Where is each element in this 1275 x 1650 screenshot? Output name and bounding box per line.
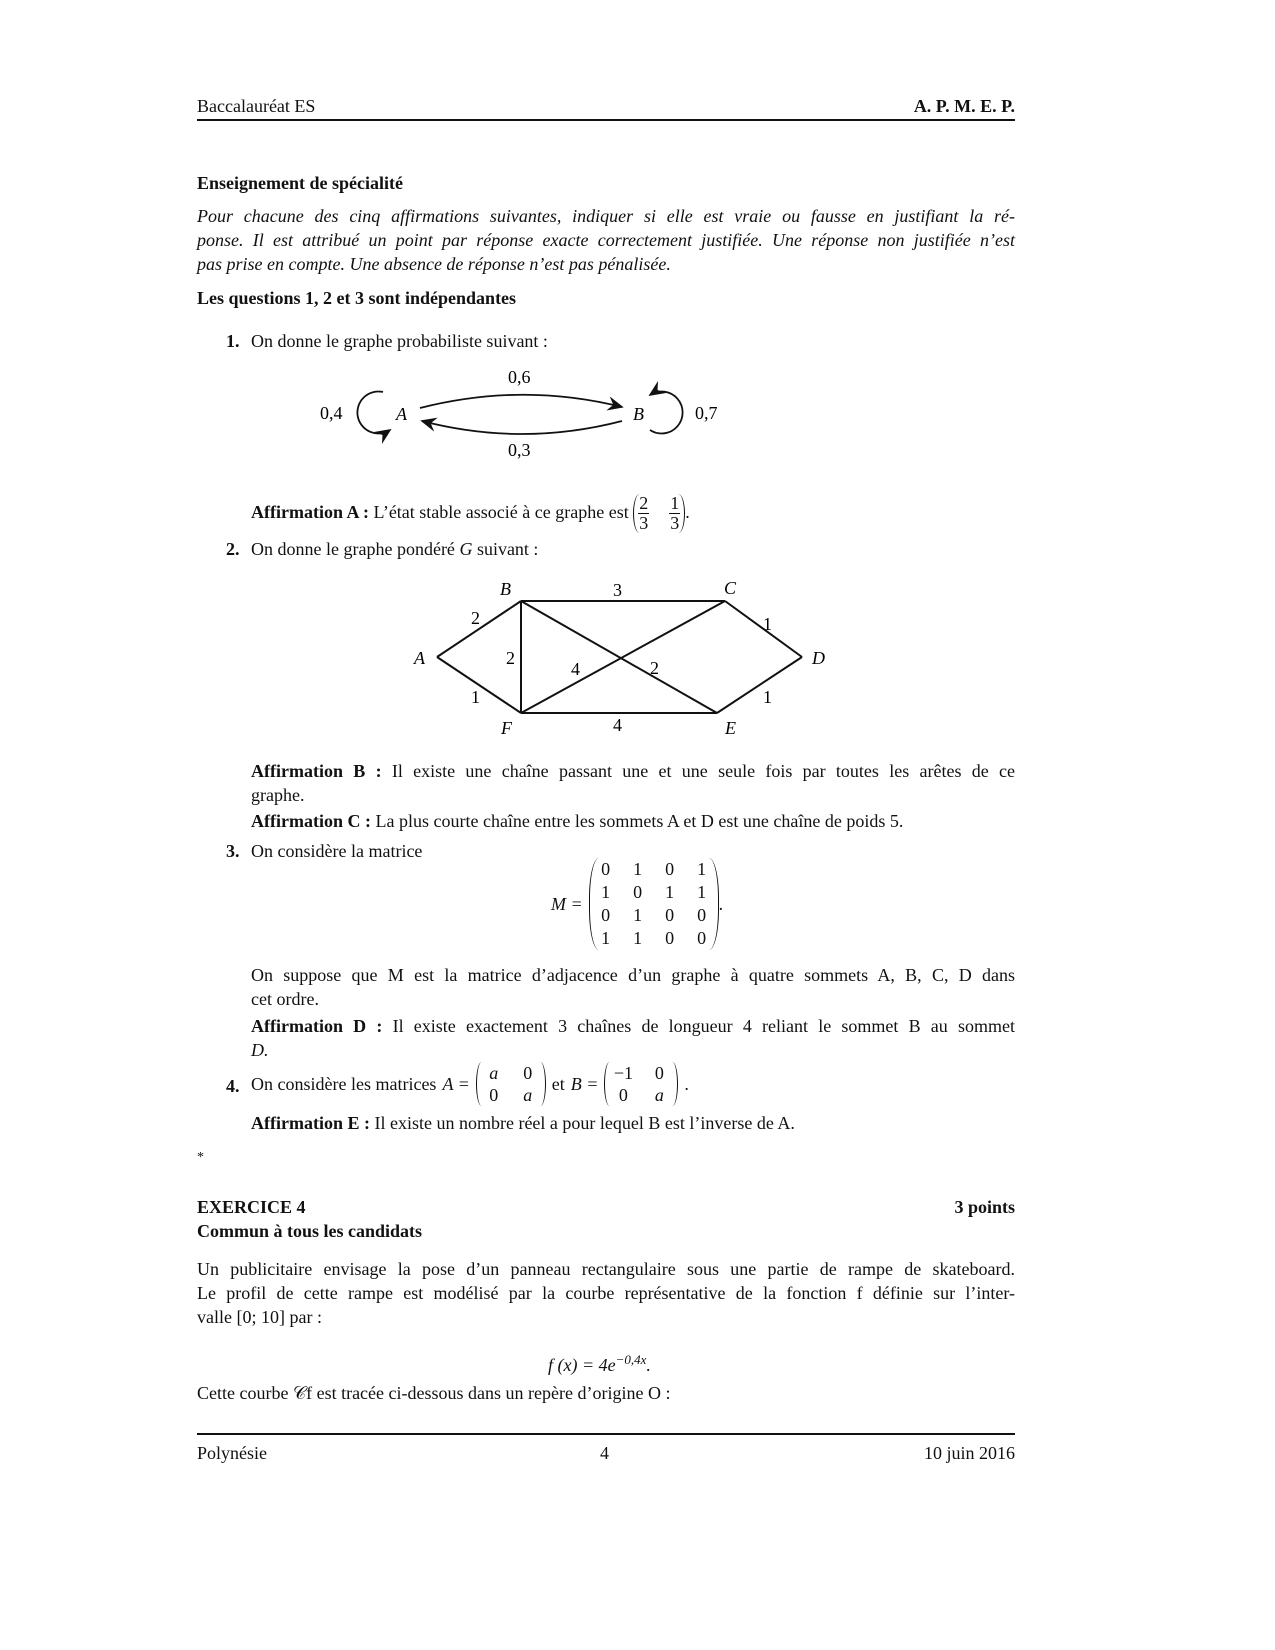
weight-ba: 0,3 xyxy=(508,440,531,460)
weight-af: 1 xyxy=(471,687,480,707)
affirmation-c: Affirmation C : La plus courte chaîne entre les sommets A et D est une chaîne de poids 5. xyxy=(251,811,904,831)
affirmation-b: Affirmation B : Il existe une chaîne passant une et une seule fois par toutes les arêtes de ce graphe. xyxy=(251,761,1015,805)
exercise-paragraph: Un publicitaire envisage la pose d’un panneau rectangulaire sous une partie de rampe de skateboard. Le profil de cette rampe est modélisé par la courbe représentative de la fonction f définie sur l’inter- valle [0; 10] par : xyxy=(197,1259,1015,1327)
curve-text: Cette courbe 𝒞f est tracée ci-dessous dans un repère d’origine O : xyxy=(197,1383,671,1403)
matrix-cell: 0 xyxy=(618,1085,628,1105)
weighted-graph xyxy=(0,560,1275,750)
separator: * xyxy=(197,1150,204,1165)
matrix-cell: 1 xyxy=(601,928,611,948)
stable-state-vector: $\frac{2}{3}$ $\frac{1}{3}$ xyxy=(633,494,685,533)
weight-be: 2 xyxy=(650,658,659,678)
affirmation-d: Affirmation D : Il existe exactement 3 chaînes de longueur 4 reliant le sommet B au sommet D. xyxy=(251,1016,1015,1060)
label: Affirmation A : xyxy=(251,502,369,522)
node-b: B xyxy=(633,404,644,424)
node-f: F xyxy=(501,718,512,738)
footer-page: 4 xyxy=(600,1443,609,1463)
footer-left: Polynésie xyxy=(197,1443,267,1463)
probabilistic-graph xyxy=(0,0,1275,480)
matrix-b xyxy=(604,1062,678,1106)
matrix-cell: a xyxy=(654,1085,664,1105)
affirmation-a: Affirmation A : L’état stable associé à ce graphe est $\frac{2}{3}$ $\frac{1}{3}$ . xyxy=(251,493,690,534)
exercise-points: 3 points xyxy=(954,1197,1015,1217)
matrix-cell: 0 xyxy=(654,1063,664,1083)
weight-ed: 1 xyxy=(763,687,772,707)
matrix-cell: 0 xyxy=(697,928,707,948)
matrix-cell: 1 xyxy=(697,882,707,902)
matrix-cell: 1 xyxy=(601,882,611,902)
line: pas prise en compte. Une absence de réponse n’est pas pénalisée. xyxy=(197,254,671,274)
node-b: B xyxy=(500,579,511,599)
matrix-cell: 0 xyxy=(697,905,707,925)
loop-a xyxy=(357,391,390,433)
header-left: Baccalauréat ES xyxy=(197,96,316,116)
matrix-cell: −1 xyxy=(613,1063,633,1083)
matrix-cell: 1 xyxy=(633,928,643,948)
weight-bf: 2 xyxy=(506,648,515,668)
node-e: E xyxy=(725,718,736,738)
matrix-m: M = 0 1 0 1 1 0 1 1 0 1 0 0 1 1 0 0 . xyxy=(551,859,724,948)
edge-a-b xyxy=(420,395,622,408)
suppose-text: On suppose que M est la matrice d’adjacence d’un graphe à quatre sommets A, B, C, D dans cet ordre. xyxy=(251,965,1015,1009)
footer-right: 10 juin 2016 xyxy=(923,1443,1015,1463)
matrix-cell: a xyxy=(523,1085,533,1105)
q2-number: 2. xyxy=(226,539,240,559)
matrix-cell: 1 xyxy=(633,905,643,925)
matrix-cell: 1 xyxy=(697,859,707,879)
edge-b-a xyxy=(422,421,622,434)
header-right: A. P. M. E. P. xyxy=(913,96,1015,116)
weight-bc: 3 xyxy=(613,580,622,600)
matrix-cell: 0 xyxy=(601,859,611,879)
weight-fe: 4 xyxy=(613,715,622,735)
footer-rule xyxy=(197,1433,1015,1435)
matrix-cell: 1 xyxy=(665,882,675,902)
weight-ab: 2 xyxy=(471,608,480,628)
affirmation-e: Affirmation E : Il existe un nombre réel a pour lequel B est l’inverse de A. xyxy=(251,1113,795,1133)
node-a: A xyxy=(396,404,407,424)
matrix-cell: 0 xyxy=(665,928,675,948)
weight-ab: 0,6 xyxy=(508,367,531,387)
exercise-title: EXERCICE 4 xyxy=(197,1197,306,1217)
text: L’état stable associé à ce graphe est xyxy=(373,502,629,522)
q3-number: 3. xyxy=(226,841,240,861)
exercise-subtitle: Commun à tous les candidats xyxy=(197,1221,423,1241)
weight-fc: 4 xyxy=(571,659,580,679)
node-a: A xyxy=(414,648,425,668)
loop-b xyxy=(650,392,683,434)
matrix-cell: 0 xyxy=(601,905,611,925)
q3-text: On considère la matrice xyxy=(251,841,423,861)
line: ponse. Il est attribué un point par réponse exacte correctement justifiée. Une réponse non justifiée n’est xyxy=(197,230,1015,250)
line: Pour chacune des cinq affirmations suivantes, indiquer si elle est vraie ou fausse en justifiant la ré- xyxy=(197,206,1015,226)
section-title: Enseignement de spécialité xyxy=(197,173,403,193)
weight-bb: 0,7 xyxy=(695,403,718,423)
q2-text: On donne le graphe pondéré G suivant : xyxy=(251,539,539,559)
matrix-cell: 0 xyxy=(523,1063,533,1083)
q1-text: On donne le graphe probabiliste suivant : xyxy=(251,331,548,351)
independent-note: Les questions 1, 2 et 3 sont indépendantes xyxy=(197,288,517,308)
matrix-cell: 1 xyxy=(633,859,643,879)
matrix-cell: 0 xyxy=(665,859,675,879)
matrix-a xyxy=(476,1062,546,1106)
q1-number: 1. xyxy=(226,331,240,351)
node-d: D xyxy=(812,648,825,668)
matrix-cell: 0 xyxy=(633,882,643,902)
weight-cd: 1 xyxy=(763,614,772,634)
q4-line: On considère les matrices A = a 0 0 a et B = −1 0 0 a . xyxy=(251,1063,689,1105)
matrix-cell: 0 xyxy=(489,1085,499,1105)
formula: f $(x) = 4e^{-0,4x}$. xyxy=(548,1352,651,1375)
node-c: C xyxy=(724,578,737,598)
weight-aa: 0,4 xyxy=(320,403,343,423)
q4-number: 4. xyxy=(226,1076,240,1096)
matrix-cell: a xyxy=(489,1063,499,1083)
matrix-cell: 0 xyxy=(665,905,675,925)
